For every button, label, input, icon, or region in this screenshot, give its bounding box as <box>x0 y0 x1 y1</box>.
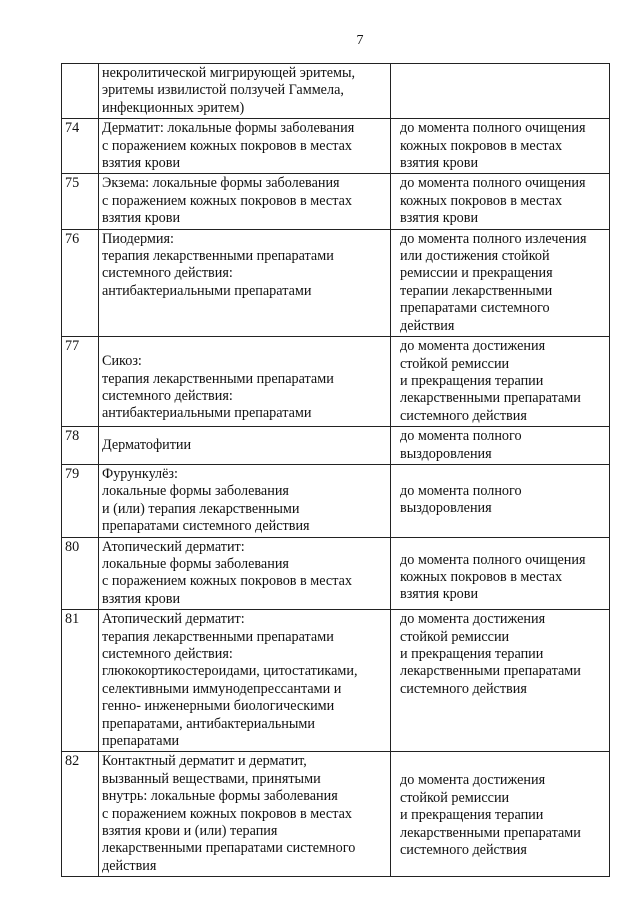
term-cell <box>391 610 610 752</box>
condition-line: Контактный дерматит и дерматит, <box>102 753 307 770</box>
condition-cell <box>99 464 391 537</box>
row-number: 78 <box>62 427 99 465</box>
term-cell <box>391 174 610 229</box>
term-line: системного действия <box>400 680 527 697</box>
term-line: лекарственными препаратами <box>400 390 581 407</box>
condition-cell <box>99 119 391 174</box>
condition-line: внутрь: локальные формы заболевания <box>102 788 338 805</box>
condition-line: локальные формы заболевания <box>102 555 289 572</box>
condition-line: Пиодермия: <box>102 230 174 247</box>
term-line: до момента достижения <box>400 772 546 789</box>
page-number: 7 <box>356 33 364 48</box>
term-line: до момента полного очищения <box>400 551 586 568</box>
row-number: 81 <box>62 610 99 752</box>
condition-line: терапия лекарственными препаратами <box>102 628 334 645</box>
table-row <box>62 752 610 877</box>
term-line: до момента полного <box>400 428 522 445</box>
condition-line: глюкокортикостероидами, цитостатиками, <box>102 663 358 680</box>
condition-line: действия <box>102 857 157 874</box>
condition-line: селективными иммунодепрессантами и <box>102 680 342 697</box>
term-line: взятия крови <box>400 586 479 603</box>
table-row <box>62 464 610 537</box>
table-row <box>62 427 610 465</box>
condition-line: взятия крови <box>102 590 181 607</box>
table-row <box>62 229 610 336</box>
condition-line: некролитической мигрирующей эритемы, <box>102 65 356 81</box>
table-row <box>62 64 610 119</box>
condition-cell <box>99 537 391 610</box>
condition-line: взятия крови <box>102 155 181 172</box>
condition-line: Атопический дерматит: <box>102 611 245 628</box>
condition-line: с поражением кожных покровов в местах <box>102 192 352 209</box>
condition-line: препаратами <box>102 733 180 750</box>
term-line: стойкой ремиссии <box>400 628 510 645</box>
condition-line: генно- инженерными биологическими <box>102 698 335 715</box>
condition-line: локальные формы заболевания <box>102 483 289 500</box>
condition-line: взятия крови <box>102 210 181 227</box>
condition-line: эритемы извилистой ползучей Гаммела, <box>102 82 344 99</box>
condition-line: антибактериальными препаратами <box>102 282 312 299</box>
term-line: выздоровления <box>400 500 492 517</box>
term-line: кожных покровов в местах <box>400 568 563 585</box>
term-line: до момента полного излечения <box>400 230 587 247</box>
term-line: ремиссии и прекращения <box>400 265 553 282</box>
condition-line: системного действия: <box>102 265 233 282</box>
term-line: выздоровления <box>400 445 492 462</box>
term-line: до момента полного очищения <box>400 120 586 137</box>
condition-line: антибактериальными препаратами <box>102 405 312 422</box>
condition-line: лекарственными препаратами системного <box>102 840 356 857</box>
term-line: взятия крови <box>400 155 479 172</box>
term-line: и прекращения терапии <box>400 646 544 662</box>
condition-line: инфекционных эритем) <box>102 99 245 116</box>
term-line: системного действия <box>400 407 527 424</box>
condition-line: Дерматит: локальные формы заболевания <box>102 120 355 137</box>
condition-line: с поражением кожных покровов в местах <box>102 137 352 154</box>
term-line: стойкой ремиссии <box>400 355 510 372</box>
row-number: 75 <box>62 174 99 229</box>
condition-line: терапия лекарственными препаратами <box>102 370 334 387</box>
term-line: действия <box>400 317 455 334</box>
condition-line: Сикоз: <box>102 353 142 370</box>
term-cell <box>391 537 610 610</box>
term-line: кожных покровов в местах <box>400 192 563 209</box>
condition-line: Фурункулёз: <box>102 465 178 482</box>
term-cell <box>391 229 610 336</box>
row-number: 76 <box>62 229 99 336</box>
condition-cell <box>99 610 391 752</box>
table-row <box>62 119 610 174</box>
term-line: терапии лекарственными <box>400 282 553 299</box>
table-row <box>62 610 610 752</box>
condition-cell <box>99 337 391 427</box>
term-line: и прекращения терапии <box>400 807 544 824</box>
term-cell <box>391 337 610 427</box>
row-number: 82 <box>62 752 99 877</box>
condition-line: и (или) терапия лекарственными <box>102 500 300 517</box>
term-cell <box>391 427 610 465</box>
term-line: системного действия <box>400 842 527 859</box>
condition-line: Экзема: локальные формы заболевания <box>102 175 340 192</box>
term-line: взятия крови <box>400 210 479 227</box>
condition-line: взятия крови и (или) терапия <box>102 823 278 840</box>
row-number: 79 <box>62 464 99 537</box>
condition-line: терапия лекарственными препаратами <box>102 248 334 265</box>
term-line: до момента полного <box>400 482 522 499</box>
term-line: до момента достижения <box>400 611 546 628</box>
row-number: 74 <box>62 119 99 174</box>
term-cell <box>391 119 610 174</box>
condition-cell <box>99 64 391 119</box>
condition-line: Атопический дерматит: <box>102 538 245 555</box>
term-cell <box>391 464 610 537</box>
condition-line: Дерматофитии <box>102 437 192 454</box>
row-number: 80 <box>62 537 99 610</box>
term-line: стойкой ремиссии <box>400 789 510 806</box>
condition-line: системного действия: <box>102 646 233 662</box>
term-line: до момента полного очищения <box>400 175 586 192</box>
condition-line: с поражением кожных покровов в местах <box>102 805 352 822</box>
term-line: до момента достижения <box>400 338 546 355</box>
condition-line: системного действия: <box>102 387 233 404</box>
condition-line: с поражением кожных покровов в местах <box>102 573 352 590</box>
condition-line: вызванный веществами, принятыми <box>102 770 321 787</box>
term-line: или достижения стойкой <box>400 248 550 265</box>
term-line: и прекращения терапии <box>400 372 544 389</box>
condition-line: препаратами системного действия <box>102 518 310 535</box>
condition-cell <box>99 174 391 229</box>
term-line: кожных покровов в местах <box>400 137 563 154</box>
table-row <box>62 174 610 229</box>
condition-line: препаратами, антибактериальными <box>102 715 315 732</box>
table-row <box>62 337 610 427</box>
term-cell <box>391 64 610 119</box>
condition-cell <box>99 427 391 465</box>
table-row <box>62 537 610 610</box>
row-number <box>62 64 99 119</box>
term-cell <box>391 752 610 877</box>
condition-cell <box>99 752 391 877</box>
condition-cell <box>99 229 391 336</box>
row-number: 77 <box>62 337 99 427</box>
contraindications-table <box>61 63 610 877</box>
term-line: препаратами системного <box>400 300 550 317</box>
term-line: лекарственными препаратами <box>400 663 581 680</box>
term-line: лекарственными препаратами <box>400 824 581 841</box>
